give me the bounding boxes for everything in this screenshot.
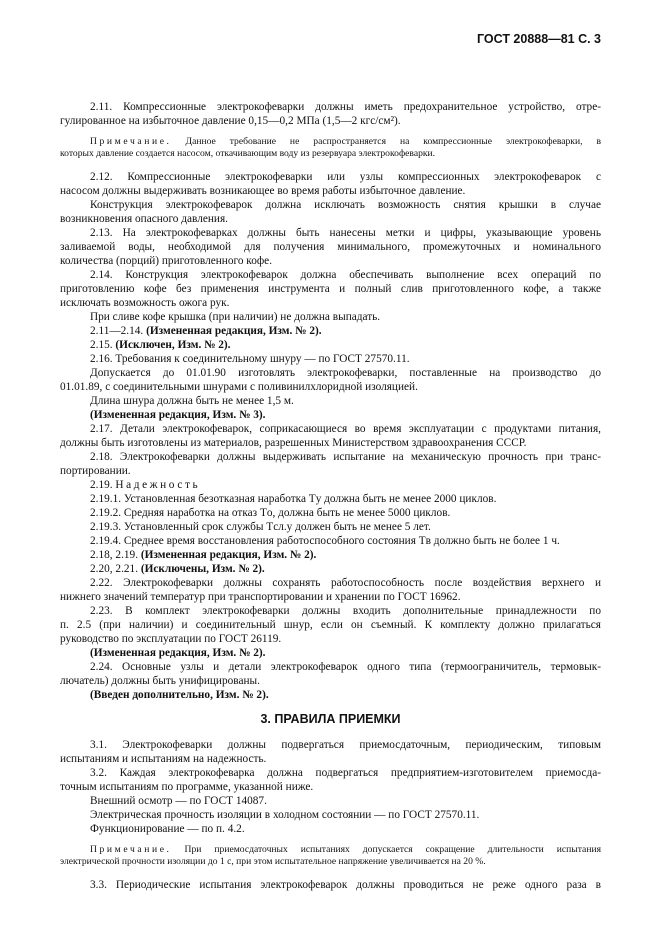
text-line: руководство по эксплуатации по ГОСТ 26119. bbox=[60, 633, 282, 645]
text-line: точным испытаниям по программе, указанной ниже. bbox=[60, 781, 314, 793]
text-line: Длина шнура должна быть не менее 1,5 м. bbox=[90, 395, 294, 407]
text-line: 2.14. Конструкция электрокофеварок должна обеспечивать выполнение всех операций по bbox=[90, 269, 601, 281]
text-line: 2.19.3. Установленный срок службы Tсл.у должен быть не менее 5 лет. bbox=[90, 521, 431, 533]
text-line: 2.15. (Исключен, Изм. № 2). bbox=[90, 339, 231, 351]
text-line: возникновения опасного давления. bbox=[60, 213, 228, 225]
text-line: 3.3. Периодические испытания электрокофеварок должны проводиться не реже одного раза в bbox=[90, 879, 601, 891]
text-line: Конструкция электрокофеварок должна исключать возможность снятия крышки в случае bbox=[90, 199, 601, 211]
text-line: 2.18. Электрокофеварки должны выдерживать испытание на механическую прочность при транс- bbox=[90, 451, 601, 463]
text-line: 2.20, 2.21. (Исключены, Изм. № 2). bbox=[90, 563, 265, 575]
note-line: электрической прочности изоляции до 1 с, при этом испытательное напряжение увеличивается на 20 %. bbox=[60, 856, 486, 867]
text-line: 2.23. В комплект электрокофеварки должны входить дополнительные принадлежности по bbox=[90, 605, 601, 617]
text-line: 2.19.2. Средняя наработка на отказ Tо, должна быть не менее 5000 циклов. bbox=[90, 507, 451, 519]
note-line: которых давление создается насосом, откачивающим воду из резервуара электрокофеварки. bbox=[60, 148, 436, 159]
text-line: приготовлению кофе без применения инструмента и полный слив приготовленного кофе, а также bbox=[60, 283, 601, 295]
text-line: заливаемой воды, необходимой для получения минимального, промежуточных и номинального bbox=[60, 241, 601, 253]
text-line: При сливе кофе крышка (при наличии) не должна выпадать. bbox=[90, 311, 381, 323]
text-line: количества (порций) приготовленного кофе. bbox=[60, 255, 273, 267]
text-line: должны быть изготовлены из материалов, разрешенных Министерством здравоохранения СССР. bbox=[60, 437, 527, 449]
text-line: 2.18, 2.19. (Измененная редакция, Изм. № 2). bbox=[90, 549, 317, 561]
note-line: Примечание. При приемосдаточных испытаниях допускается сокращение длительности испытания bbox=[90, 844, 601, 855]
text-line: испытаниям и испытаниям на надежность. bbox=[60, 753, 267, 765]
text-line: исключать возможность ожога рук. bbox=[60, 297, 230, 309]
text-line: 2.19.1. Установленная безотказная наработка Tу должна быть не менее 2000 циклов. bbox=[90, 493, 497, 505]
text-line: 2.19. Надежность bbox=[90, 479, 201, 491]
text-line: 2.24. Основные узлы и детали электрокофеварок одного типа (термоограничитель, термовык- bbox=[90, 661, 601, 673]
text-line: портировании. bbox=[60, 465, 131, 477]
section-heading: 3. ПРАВИЛА ПРИЕМКИ bbox=[260, 712, 401, 726]
text-line: Допускается до 01.01.90 изготовлять электрокофеварки, поставленные на производство до bbox=[90, 367, 601, 379]
note-line: Примечание. Данное требование не распространяется на компрессионные электрокофеварки, в bbox=[90, 136, 601, 147]
text-line: лючатель) должны быть унифицированы. bbox=[60, 675, 260, 687]
text-line: 2.13. На электрокофеварках должны быть нанесены метки и цифры, указывающие уровень bbox=[90, 227, 601, 239]
page-header: ГОСТ 20888—81 С. 3 bbox=[476, 32, 601, 46]
text-line: Функционирование — по п. 4.2. bbox=[90, 823, 245, 835]
text-line: (Измененная редакция, Изм. № 3). bbox=[90, 409, 266, 421]
text-line: 01.01.89, с соединительными шнурами с поливинилхлоридной изоляцией. bbox=[60, 381, 418, 393]
text-line: Внешний осмотр — по ГОСТ 14087. bbox=[90, 795, 267, 807]
text-line: 3.2. Каждая электрокофеварка должна подвергаться предприятием-изготовителем приемосда- bbox=[90, 767, 601, 779]
text-line: п. 2.5 (при наличии) и соединительный шнур, если он съемный. К комплекту должно прилагаться bbox=[60, 619, 601, 631]
text-line: насосом должны выдерживать возникающее во время работы избыточное давление. bbox=[60, 185, 466, 197]
text-line: 2.19.4. Среднее время восстановления работоспособного состояния Tв должно быть не более 1 ч. bbox=[90, 535, 560, 547]
text-line: 2.12. Компрессионные электрокофеварки или узлы компрессионных электрокофеварок с bbox=[90, 171, 601, 183]
text-line: (Введен дополнительно, Изм. № 2). bbox=[90, 689, 269, 701]
text-line: 2.17. Детали электрокофеварок, соприкасающиеся во время эксплуатации с продуктами питания, bbox=[90, 423, 601, 435]
text-line: (Измененная редакция, Изм. № 2). bbox=[90, 647, 266, 659]
text-line: нижнего значений температур при транспортировании и хранении по ГОСТ 16962. bbox=[60, 591, 461, 603]
text-line: 3.1. Электрокофеварки должны подвергаться приемосдаточным, периодическим, типовым bbox=[90, 739, 601, 751]
text-line: гулированное на избыточное давление 0,15—0,2 МПа (1,5—2 кгс/см²). bbox=[60, 115, 401, 127]
text-line: 2.11. Компрессионные электрокофеварки должны иметь предохранительное устройство, отре- bbox=[90, 101, 601, 113]
text-line: 2.11—2.14. (Измененная редакция, Изм. № 2). bbox=[90, 325, 322, 337]
text-line: 2.22. Электрокофеварки должны сохранять работоспособность после воздействия верхнего и bbox=[90, 577, 601, 589]
text-line: Электрическая прочность изоляции в холодном состоянии — по ГОСТ 27570.11. bbox=[90, 809, 480, 821]
text-line: 2.16. Требования к соединительному шнуру — по ГОСТ 27570.11. bbox=[90, 353, 410, 365]
